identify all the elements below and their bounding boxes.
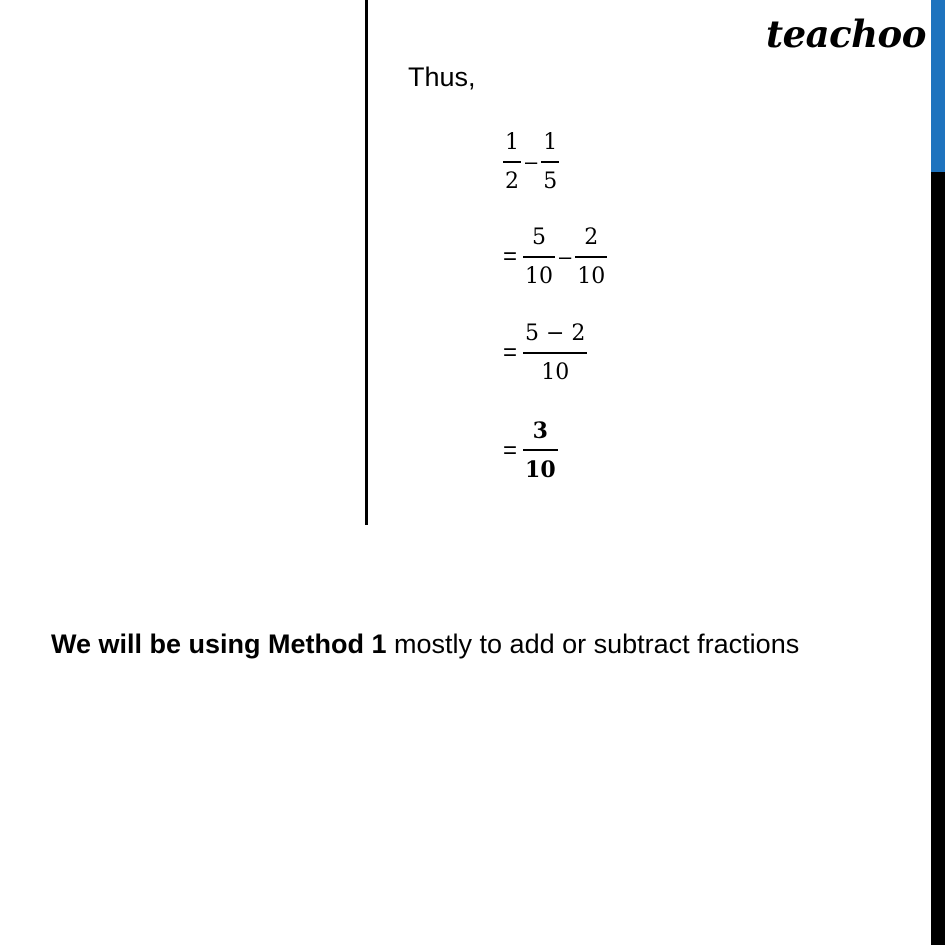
fraction-one-half [503,130,521,195]
equals-sign: = [503,339,518,367]
equals-sign: = [503,436,518,464]
minus-operator: – [559,244,572,270]
numerator: 1 [505,130,519,155]
equation-step-1 [503,130,559,195]
vertical-divider [365,0,368,525]
method-note-rest: mostly to add or subtract fractions [386,629,800,659]
numerator: 3 [532,418,548,444]
denominator: 5 [543,168,558,194]
numerator: 5 − 2 [525,321,586,346]
thus-label: Thus, [408,62,476,92]
method-note-bold: We will be using Method 1 [51,629,387,659]
fraction-bar [503,161,521,163]
equation-step-4-result [503,418,558,483]
denominator: 10 [525,457,556,483]
numerator: 1 [543,130,558,155]
method-note [51,629,799,660]
fraction-bar [575,256,607,258]
teachoo-logo: teachoo [766,12,926,56]
denominator: 10 [525,263,554,289]
fraction-bar [523,449,558,451]
fraction-difference [523,321,587,386]
fraction-result [523,418,558,483]
equation-step-3 [503,321,587,386]
fraction-bar [523,352,587,354]
denominator: 10 [541,359,570,385]
denominator: 10 [577,263,606,289]
minus-operator: – [525,149,538,175]
numerator: 5 [532,225,547,250]
scrollbar-thumb[interactable] [931,0,945,172]
numerator: 2 [584,225,599,250]
denominator: 2 [505,168,519,194]
fraction-bar [541,161,559,163]
fraction-five-tenths [523,225,555,290]
equation-step-2 [503,225,607,290]
fraction-bar [523,256,555,258]
fraction-one-fifth [541,130,559,195]
equals-sign: = [503,243,518,271]
fraction-two-tenths [575,225,607,290]
